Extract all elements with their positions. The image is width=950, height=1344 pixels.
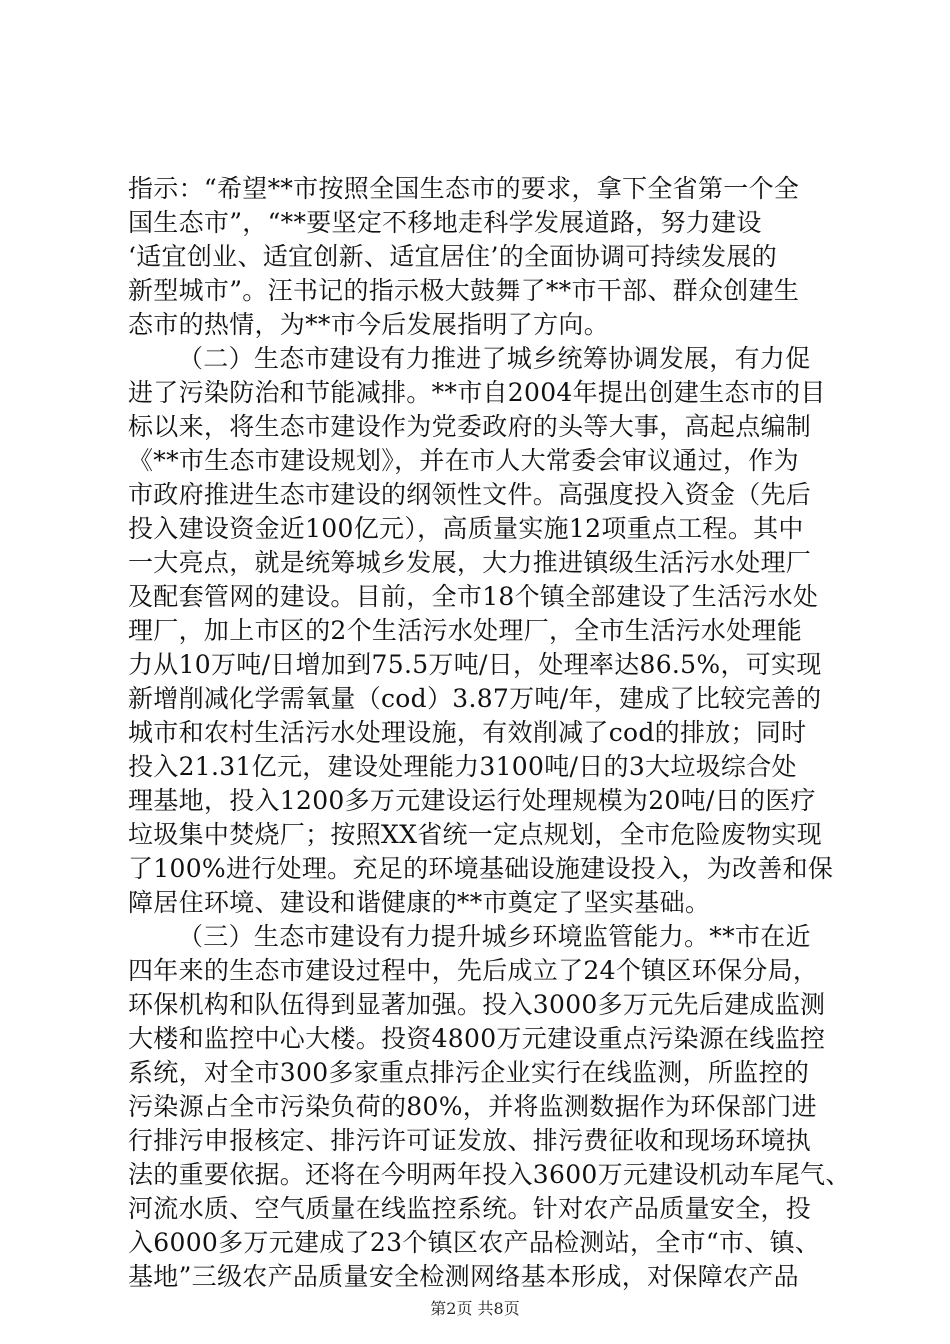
text-line: 基地”三级农产品质量安全检测网络基本形成，对保障农产品 (128, 1262, 799, 1291)
text-line: 新型城市”。汪书记的指示极大鼓舞了**市干部、群众创建生 (128, 276, 800, 305)
text-line: 指示：“希望**市按照全国生态市的要求，拿下全省第一个全 (128, 174, 800, 203)
text-line: 系统，对全市300多家重点排污企业实行在线监测，所监控的 (128, 1058, 810, 1087)
text-line: 大楼和监控中心大楼。投资4800万元建设重点污染源在线监控 (128, 1024, 826, 1053)
body-text (128, 172, 851, 1294)
text-line: 理厂，加上市区的2个生活污水处理厂，全市生活污水处理能 (128, 616, 803, 645)
text-line: 城市和农村生活污水处理设施，有效削减了cod的排放；同时 (128, 718, 807, 747)
text-line: 国生态市”，“**要坚定不移地走科学发展道路，努力建设 (128, 208, 762, 237)
text-line: 《**市生态市建设规划》，并在市人大常委会审议通过，作为 (128, 446, 799, 475)
paragraph-start-line: （三）生态市建设有力提升城乡环境监管能力。**市在近 (178, 922, 811, 951)
text-line: 行排污申报核定、排污许可证发放、排污费征收和现场环境执 (128, 1126, 812, 1155)
text-line: 理基地，投入1200多万元建设运行处理规模为20吨/日的医疗 (128, 786, 816, 815)
text-line: 新增削减化学需氧量（cod）3.87万吨/年，建成了比较完善的 (128, 684, 822, 713)
text-line: 法的重要依据。还将在今明两年投入3600万元建设机动车尾气、 (128, 1160, 851, 1189)
text-line: 市政府推进生态市建设的纲领性文件。高强度投入资金（先后 (128, 480, 812, 509)
text-line: 标以来，将生态市建设作为党委政府的头等大事，高起点编制 (128, 412, 812, 441)
text-line: 态市的热情，为**市今后发展指明了方向。 (128, 310, 610, 339)
text-line: 了100%进行处理。充足的环境基础设施建设投入，为改善和保 (128, 854, 834, 883)
text-line: 垃圾集中焚烧厂；按照XX省统一定点规划，全市危险废物实现 (128, 820, 822, 849)
paragraph-start-line: （二）生态市建设有力推进了城乡统筹协调发展，有力促 (178, 344, 811, 373)
text-line: 力从10万吨/日增加到75.5万吨/日，处理率达86.5%，可实现 (128, 650, 822, 679)
text-line: 及配套管网的建设。目前，全市18个镇全部建设了生活污水处 (128, 582, 819, 611)
text-line: 入6000多万元建成了23个镇区农产品检测站，全市“市、镇、 (128, 1228, 821, 1257)
text-line: ‘适宜创业、适宜创新、适宜居住’的全面协调可持续发展的 (128, 242, 777, 271)
text-line: 投入21.31亿元，建设处理能力3100吨/日的3大垃圾综合处 (128, 752, 797, 781)
page-number-footer: 第2页 共8页 (430, 1299, 520, 1318)
text-line: 四年来的生态市建设过程中，先后成立了24个镇区环保分局， (128, 956, 819, 985)
text-line: 障居住环境、建设和谐健康的**市奠定了坚实基础。 (128, 888, 711, 917)
text-line: 河流水质、空气质量在线监控系统。针对农产品质量安全，投 (128, 1194, 812, 1223)
text-line: 投入建设资金近100亿元），高质量实施12项重点工程。其中 (128, 514, 804, 543)
text-line: 进了污染防治和节能减排。**市自2004年提出创建生态市的目 (128, 378, 826, 407)
text-line: 污染源占全市污染负荷的80%，并将监测数据作为环保部门进 (128, 1092, 817, 1121)
text-line: 一大亮点，就是统筹城乡发展，大力推进镇级生活污水处理厂 (128, 548, 812, 577)
text-line: 环保机构和队伍得到显著加强。投入3000多万元先后建成监测 (128, 990, 826, 1019)
